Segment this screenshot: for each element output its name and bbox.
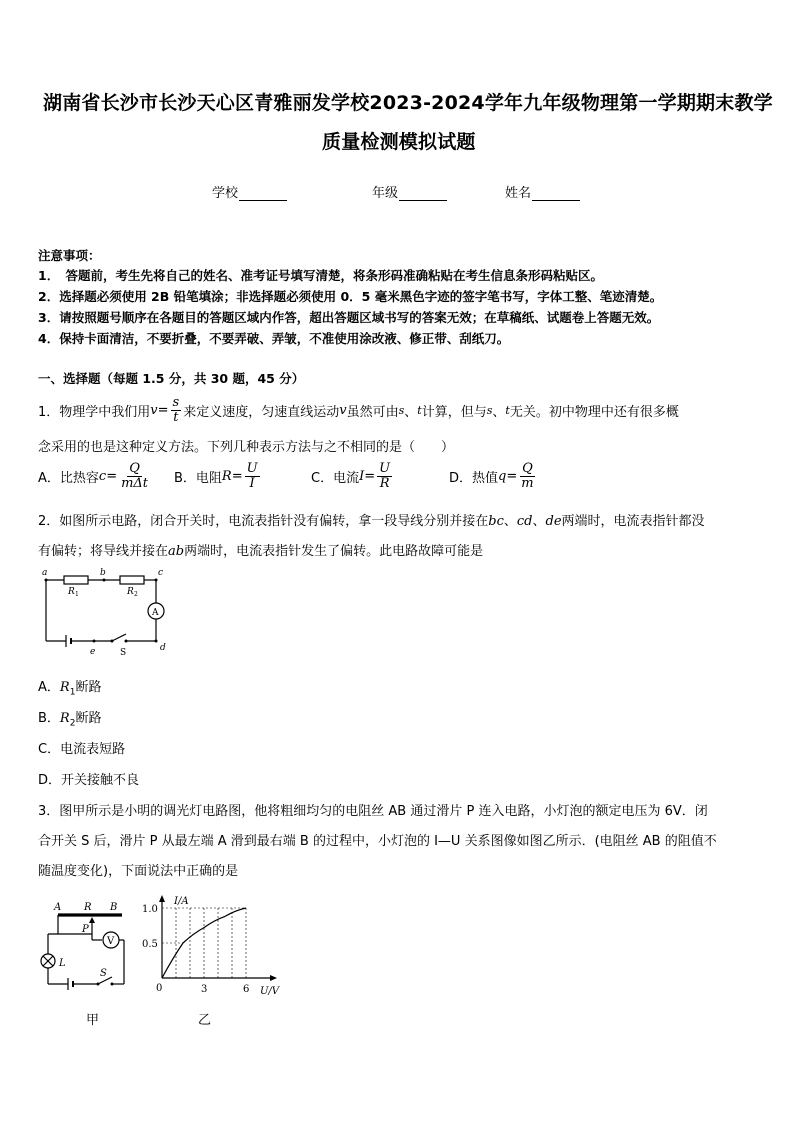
option-label: D．热值 (449, 471, 499, 486)
q2-text: 有偏转；将导线并接在 (38, 544, 169, 559)
frac-num: Q (129, 461, 140, 476)
q2-line2 (38, 540, 483, 559)
q2-sep: 、 (532, 514, 546, 529)
frac-den: m (521, 476, 534, 491)
q2-option-a[interactable] (38, 676, 101, 698)
q1-frac-den: t (173, 410, 179, 425)
r1-sub: 1 (75, 591, 79, 598)
q2-var: cd (516, 514, 533, 529)
bulb-l-label: L (59, 958, 66, 969)
note-item: 1． 答题前，考生先将自己的姓名、准考证号填写清楚，将条形码准确粘贴在考生信息条形码粘贴区。 (38, 268, 603, 283)
option-text: 开关接触不良 (61, 773, 140, 788)
option-prefix: D． (38, 773, 62, 788)
option-text: 断路 (75, 680, 102, 695)
option-var: I (359, 469, 365, 484)
q1-sep: 、 (404, 405, 418, 420)
exam-title-line1: 湖南省长沙市长沙天心区青雅丽发学校2023-2024学年九年级物理第一学期期末教学 (43, 92, 773, 114)
q3-line1: 3．图甲所示是小明的调光灯电路图，他将粗细均匀的电阻丝 AB 通过滑片 P 连入电路，小灯泡的额定电压为 6V．闭 (38, 804, 708, 819)
q1-frac-num: s (172, 395, 180, 410)
option-label: C．电流 (311, 471, 360, 486)
q1-var-v: v (150, 403, 158, 418)
q2-line1 (38, 510, 705, 529)
option-text: 断路 (75, 711, 102, 726)
q1-var-v: v (339, 403, 347, 418)
name-blank (532, 187, 580, 201)
q2-option-c[interactable] (38, 738, 125, 757)
option-text: 电流表短路 (60, 742, 126, 757)
q1-equals: = (157, 403, 169, 418)
grade-field (372, 182, 447, 201)
q1-line2: 念采用的也是这种定义方法。下列几种表示方法与之不相同的是（ ） (38, 440, 455, 455)
q1-option-b[interactable]: B．电阻 R = $\frac{U}{I}$ (174, 461, 258, 491)
node-b: b (100, 568, 106, 578)
q2-option-d[interactable] (38, 769, 139, 788)
q1-text: 无关。初中物理中还有很多概 (509, 405, 679, 420)
y-tick-label: 0.5 (142, 939, 158, 950)
node-a-label: A (54, 902, 62, 913)
option-fraction (377, 462, 392, 491)
node-e: e (90, 647, 96, 657)
r2-sub: 2 (134, 591, 138, 598)
voltmeter-label: V (107, 936, 115, 947)
exam-title-line2: 质量检测模拟试题 (322, 131, 476, 153)
wire-r-label: R (84, 902, 92, 913)
option-var: q (498, 469, 507, 484)
q2-sep: 、 (503, 514, 517, 529)
option-prefix: A． (38, 680, 60, 695)
q1-var-s: s (486, 404, 493, 417)
q2-var: bc (488, 514, 504, 529)
frac-num: U (246, 461, 258, 476)
q2-text: 两端时，电流表指针发生了偏转。此电路故障可能是 (184, 544, 484, 559)
option-fraction (119, 462, 150, 491)
switch-label: S (120, 648, 127, 658)
q1-option-a[interactable]: A．比热容 c = $\frac{Q}{\text{mΔt}}$ (38, 461, 149, 491)
q1-text: 计算，但与 (421, 405, 487, 420)
q1-options (38, 462, 538, 491)
resistor-r2 (120, 576, 144, 584)
option-sub: 1 (69, 687, 76, 698)
node-b-label: B (110, 902, 118, 913)
option-prefix: B． (38, 711, 60, 726)
q2-var: ab (168, 544, 185, 559)
ammeter-label: A (152, 608, 159, 618)
q1-text: 来定义速度，匀速直线运动 (183, 405, 340, 420)
name-field (505, 182, 580, 201)
name-label: 姓名 (505, 186, 532, 201)
figure-jia-caption: 甲 (86, 1013, 100, 1028)
q2-text: 2．如图所示电路，闭合开关时，电流表指针没有偏转，拿一段导线分别并接在 (38, 514, 489, 529)
q3-iu-graph (140, 892, 290, 1032)
option-fraction (519, 462, 535, 491)
figure-yi-caption: 乙 (198, 1013, 212, 1028)
notes-heading: 注意事项： (38, 248, 101, 263)
y-tick-label: 1.0 (142, 904, 158, 915)
q2-var: de (545, 514, 562, 529)
node-d: d (160, 643, 166, 653)
q1-text: 虽然可由 (346, 405, 399, 420)
school-label: 学校 (212, 186, 239, 201)
switch-icon (112, 634, 126, 641)
x-axis-label: U/V (260, 986, 280, 997)
switch-s-label: S (100, 968, 107, 979)
note-item: 3．请按照题号顺序在各题目的答题区域内作答，超出答题区域书写的答案无效；在草稿纸、试题卷上答题无效。 (38, 310, 660, 325)
slider-p-label: P (82, 924, 89, 935)
frac-den: mΔt (121, 476, 149, 491)
option-var: R (59, 680, 70, 695)
frac-num: U (379, 461, 391, 476)
q3-circuit-diagram (38, 896, 138, 1032)
grade-blank (399, 187, 447, 201)
node-a: a (42, 568, 48, 578)
school-field (212, 182, 287, 201)
y-axis-arrow (159, 895, 165, 902)
note-item: 4．保持卡面清洁，不要折叠，不要弄破、弄皱，不准使用涂改液、修正带、刮纸刀。 (38, 331, 510, 346)
option-label: A．比热容 (38, 471, 99, 486)
x-tick-label: 6 (243, 984, 250, 995)
node-c: c (158, 568, 164, 578)
q1-line1 (38, 396, 679, 425)
q3-line3: 随温度变化)，下面说法中正确的是 (38, 864, 239, 879)
note-item: 2．选择题必须使用 2B 铅笔填涂；非选择题必须使用 0．5 毫米黑色字迹的签字笔书写，字体工整、笔迹清楚。 (38, 289, 663, 304)
q1-sep: 、 (492, 405, 506, 420)
q1-option-d[interactable]: D．热值 q = $\frac{Q}{m}$ (449, 461, 534, 491)
section-heading: 一、选择题（每题 1.5 分，共 30 题，45 分） (38, 371, 305, 386)
option-var: R (59, 711, 70, 726)
grade-label: 年级 (372, 186, 399, 201)
q2-option-b[interactable] (38, 707, 101, 729)
y-axis-label: I/A (174, 896, 189, 907)
frac-num: Q (522, 461, 533, 476)
option-var: c (98, 469, 107, 484)
frac-den: R (379, 476, 390, 491)
x-tick-label: 3 (201, 984, 208, 995)
q1-option-c[interactable]: C．电流 I = $\frac{U}{R}$ (311, 461, 391, 491)
origin-label: 0 (156, 983, 163, 994)
option-var: R (221, 469, 232, 484)
q1-var-t: t (505, 404, 510, 417)
q1-fraction (171, 396, 182, 425)
school-blank (239, 187, 287, 201)
q1-text: 1．物理学中我们用 (38, 405, 151, 420)
q2-circuit-diagram (38, 566, 178, 658)
r1-label: R (68, 587, 75, 597)
option-label: B．电阻 (174, 471, 222, 486)
q1-var-t: t (417, 404, 422, 417)
option-sub: 2 (69, 718, 76, 729)
q2-text: 两端时，电流表指针都没 (561, 514, 705, 529)
q1-var-s: s (398, 404, 405, 417)
option-prefix: C． (38, 742, 61, 757)
frac-den: I (249, 476, 255, 491)
x-axis-arrow (270, 975, 277, 981)
resistor-r1 (64, 576, 88, 584)
q3-line2: 合开关 S 后，滑片 P 从最左端 A 滑到最右端 B 的过程中，小灯泡的 I—U 关系图像如图乙所示．(电阻丝 AB 的阻值不 (38, 834, 717, 849)
r2-label: R (127, 587, 134, 597)
option-fraction (245, 462, 260, 491)
